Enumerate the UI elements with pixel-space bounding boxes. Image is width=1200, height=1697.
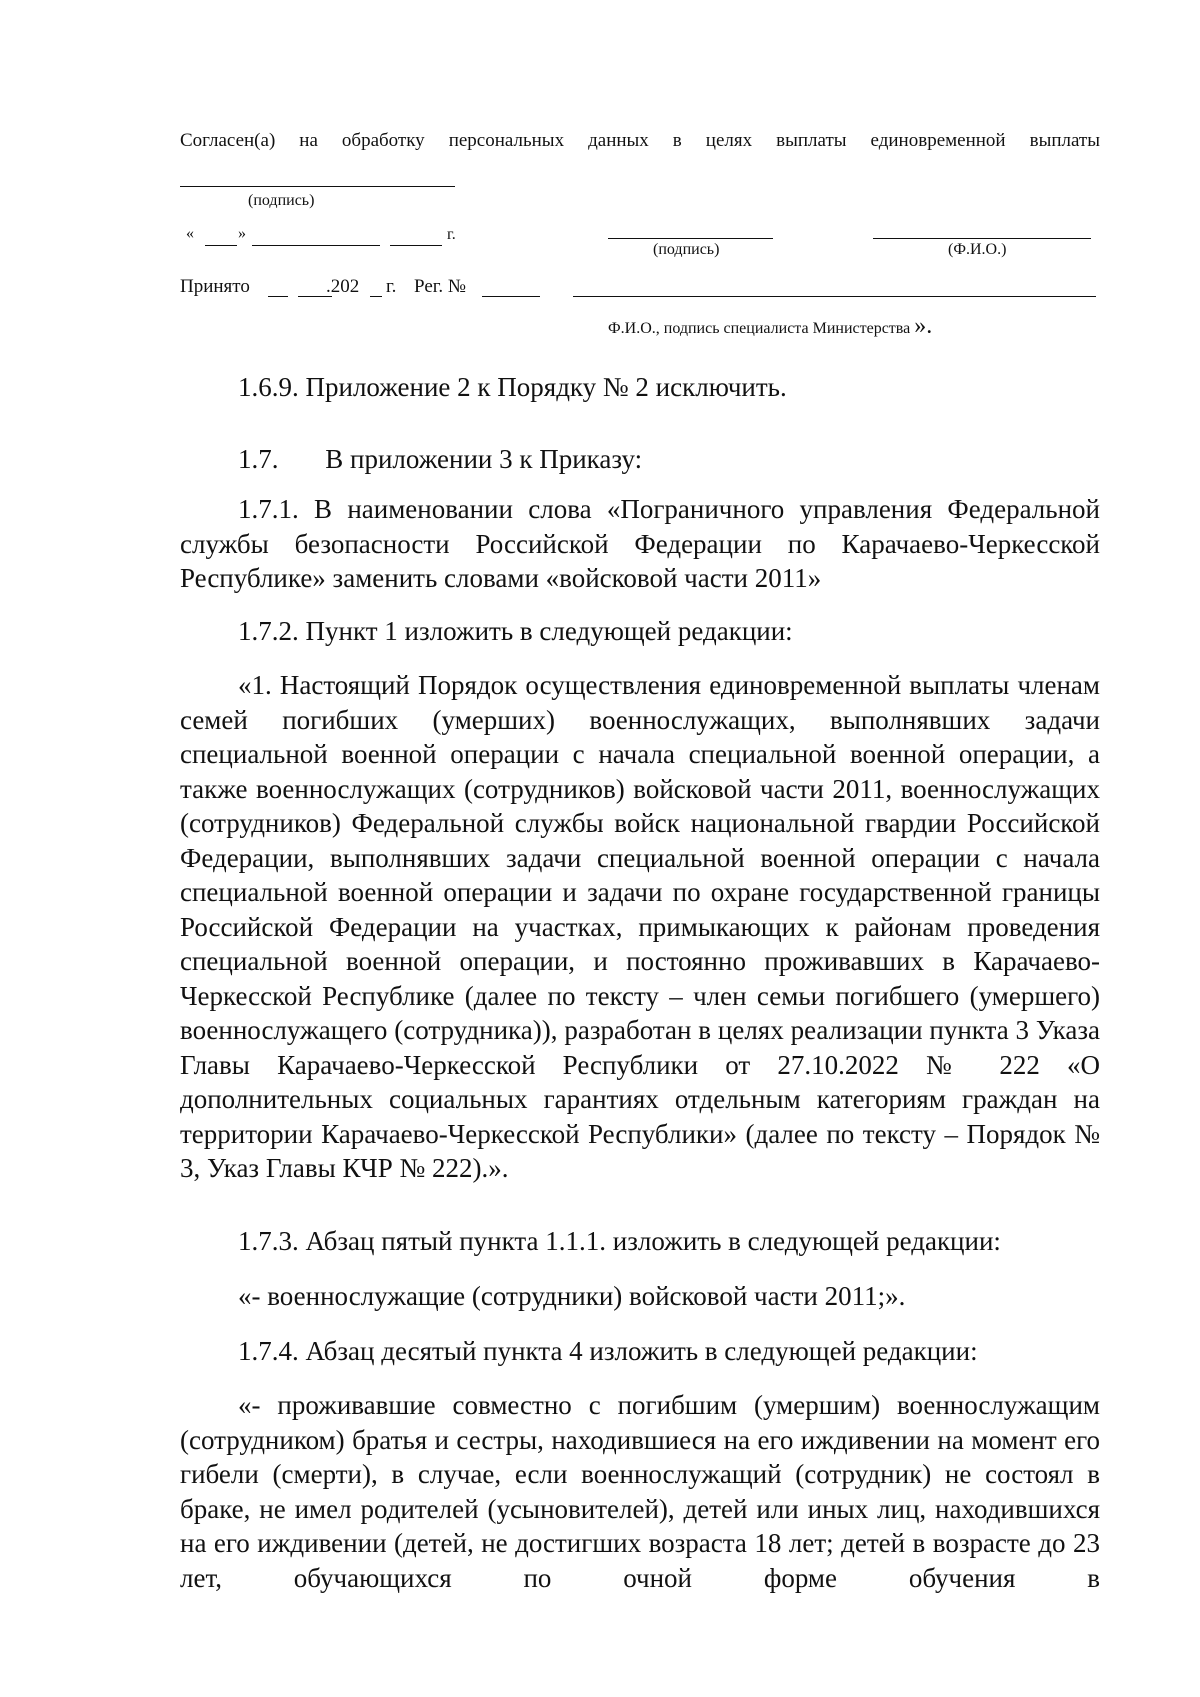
date-day-line	[205, 245, 237, 246]
specialist-caption-text: Ф.И.О., подпись специалиста Министерства	[608, 320, 911, 337]
date-open-quote: «	[186, 225, 194, 242]
para-1-7-number: 1.7.	[238, 444, 279, 474]
specialist-line	[573, 296, 1096, 297]
para-quote-1: «1. Настоящий Порядок осуществления единовременной выплаты членам семей погибших (умерших) военнослужащих, выполнявших задачи специальной военной операции с начала специальной военной операции, а также военнослужащих (сотрудников) войсковой части 2011, военнослужащих (сотрудников) Федеральной службы войск национальной гвардии Российской Федерации, выполнявших задачи специальной военной операции с начала специальной военной операции и задачи по охране государственной границы Российской Федерации на участках, примыкающих к районам проведения специальной военной операции, и постоянно проживавших в Карачаево-Черкесской Республике (далее по тексту – член семьи погибшего (умершего) военнослужащего (сотрудника)), разработан в целях реализации пункта 3 Указа Главы Карачаево-Черкесской Республики от 27.10.2022 № 222 «О дополнительных социальных гарантиях отдельным категориям граждан на территории Карачаево-Черкесской Республики» (далее по тексту – Порядок № 3, Указ Главы КЧР № 222).».	[180, 670, 1100, 1183]
para-1-7-2: 1.7.2. Пункт 1 изложить в следующей редакции:	[238, 616, 793, 646]
accepted-year: г.	[386, 276, 397, 297]
reg-number-line	[482, 296, 540, 297]
para-1-7-4: 1.7.4. Абзац десятый пункта 4 изложить в следующей редакции:	[238, 1336, 978, 1366]
closing-quote: ».	[914, 313, 933, 339]
specialist-caption	[608, 313, 932, 340]
signature-caption: (подпись)	[248, 192, 315, 209]
accepted-year-line	[370, 296, 382, 297]
accepted-label: Принято	[180, 276, 250, 297]
para-1-7-1: 1.7.1. В наименовании слова «Пограничного управления Федеральной службы безопасности Российской Федерации по Карачаево-Черкесской Республике» заменить словами «войсковой части 2011»	[180, 494, 1100, 593]
signature-line	[180, 186, 455, 187]
reg-label: Рег. №	[414, 276, 467, 297]
date-year-suffix: г.	[447, 226, 456, 243]
para-1-7-3: 1.7.3. Абзац пятый пункта 1.1.1. изложить в следующей редакции:	[238, 1226, 1001, 1256]
para-quote-3: «- проживавшие совместно с погибшим (умершим) военнослужащим (сотрудником) братья и сестры, находившиеся на его иждивении на момент его гибели (смерти), в случае, если военнослужащий (сотрудник) не состоял в браке, не имел родителей (усыновителей), детей или иных лиц, находившихся на его иждивении (детей, не достигших возраста 18 лет; детей в возрасте до 23 лет, обучающихся по очной форме обучения в	[180, 1390, 1100, 1593]
signature-caption-2: (подпись)	[653, 241, 720, 258]
fio-line	[873, 238, 1091, 239]
signature-line-2	[608, 238, 773, 239]
accepted-date: .202	[326, 276, 360, 297]
date-year-line	[390, 245, 442, 246]
accepted-day-line	[268, 296, 288, 297]
fio-caption: (Ф.И.О.)	[948, 241, 1007, 258]
para-quote-2: «- военнослужащие (сотрудники) войсковой части 2011;».	[238, 1281, 906, 1311]
date-month-line	[252, 245, 380, 246]
para-1-7	[238, 442, 1098, 477]
para-1-7-text: В приложении 3 к Приказу:	[325, 444, 643, 474]
para-1-6-9: 1.6.9. Приложение 2 к Порядку № 2 исключить.	[238, 372, 787, 402]
consent-text: Согласен(а) на обработку персональных данных в целях выплаты единовременной выплаты	[180, 130, 1100, 151]
date-close-quote: »	[238, 225, 246, 242]
